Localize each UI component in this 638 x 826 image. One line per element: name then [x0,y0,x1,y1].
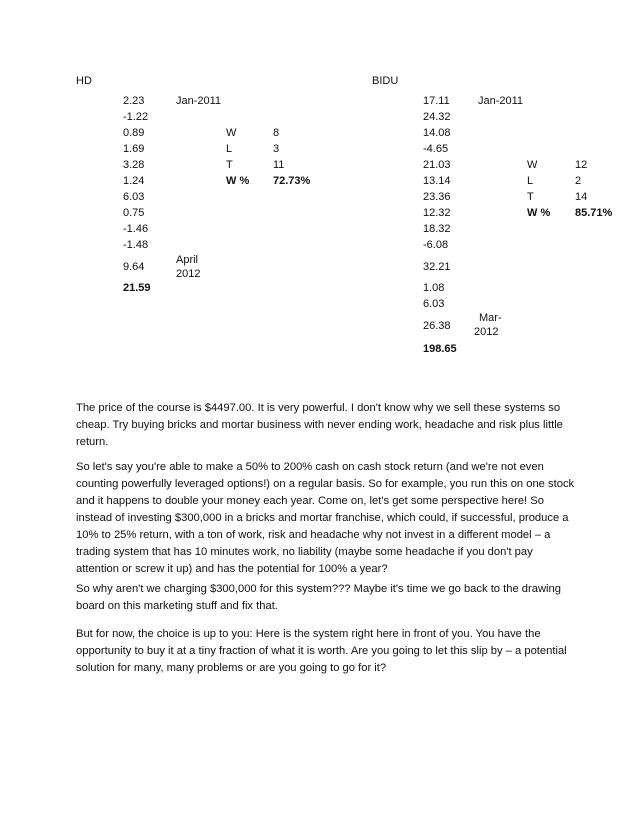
bidu-value: 14.08 [423,127,451,139]
hd-win-value: 8 [273,127,280,139]
bidu-value: 17.11 [423,95,450,107]
bidu-value: 12.32 [423,207,451,219]
hd-value: 3.28 [123,159,145,171]
bidu-total-value: 14 [575,191,588,203]
hd-end-date-line1: April [176,254,199,266]
paragraph-price: The price of the course is $4497.00. It is very powerful. I don't know why we sell these systems so cheap. Try buying bricks and mortar business with never ending work, headache and risk plus little return. [76,402,563,448]
paragraph-charging: So why aren't we charging $300,000 for this system??? Maybe it's time we go back to the drawing board on this marketing stuff and fix that. [76,583,561,612]
hd-value: 2.23 [123,95,145,107]
hd-value: -1.48 [123,239,149,251]
hd-start-date: Jan-2011 [176,95,222,107]
hd-value: 6.03 [123,191,145,203]
hd-win-pct-value: 72.73% [273,175,311,187]
bidu-value: 32.21 [423,261,451,273]
hd-value: 0.75 [123,207,145,219]
paragraph-choice: But for now, the choice is up to you: Here is the system right here in front of you. You have the opportunity to buy it at a tiny fraction of what it is worth. Are you going to let this slip by – a potential solution for many, many problems or are you going to go for it? [76,628,567,674]
hd-win-label: W [226,127,237,139]
bidu-win-pct-label: W % [527,207,551,219]
hd-value: -1.46 [123,223,149,235]
hd-value: 1.24 [123,175,145,187]
hd-win-pct-label: W % [226,175,250,187]
hd-loss-label: L [226,143,233,155]
hd-total-label: T [226,159,233,171]
bidu-value: 24.32 [423,111,451,123]
bidu-end-date-line2: 2012 [474,326,499,338]
bidu-title: BIDU [372,75,399,87]
bidu-total: 198.65 [423,343,457,355]
bidu-loss-label: L [527,175,534,187]
bidu-start-date: Jan-2011 [478,95,524,107]
hd-total-value: 11 [273,159,285,171]
bidu-end-date-line1: Mar- [479,312,502,324]
bidu-value: 21.03 [423,159,451,171]
bidu-value: -4.65 [423,143,449,155]
hd-loss-value: 3 [273,143,280,155]
bidu-total-label: T [527,191,534,203]
bidu-value: 13.14 [423,175,451,187]
bidu-value: 6.03 [423,298,445,310]
bidu-loss-value: 2 [575,175,582,187]
paragraph-returns: So let's say you're able to make a 50% to 200% cash on cash stock return (and we're not even counting powerfully leveraged options!) on a regular basis. So for example, you run this on one stock and it happens to double your money each year. Come on, let's get some perspective here! So instead of investing $300,000 in a bricks and mortar franchise, which could, if successful, produce a 10% to 25% return, with a ton of work, risk and headache why not invest in a different model – a trading system that has 10 minutes work, no liability (maybe some headache if you don't pay attention or screw it up) and has the potential for 100% a year? [76,461,575,575]
bidu-value: -6.08 [423,239,449,251]
bidu-value: 26.38 [423,320,451,332]
bidu-value: 18.32 [423,223,451,235]
hd-total: 21.59 [123,282,151,294]
hd-value: 9.64 [123,261,145,273]
bidu-value: 1.08 [423,282,445,294]
hd-end-date-line2: 2012 [176,268,201,280]
bidu-value: 23.36 [423,191,451,203]
bidu-win-pct-value: 85.71% [575,207,613,219]
bidu-win-label: W [527,159,538,171]
hd-value: -1.22 [123,111,149,123]
hd-title: HD [76,75,92,87]
hd-value: 0.89 [123,127,145,139]
hd-value: 1.69 [123,143,145,155]
bidu-win-value: 12 [575,159,588,171]
